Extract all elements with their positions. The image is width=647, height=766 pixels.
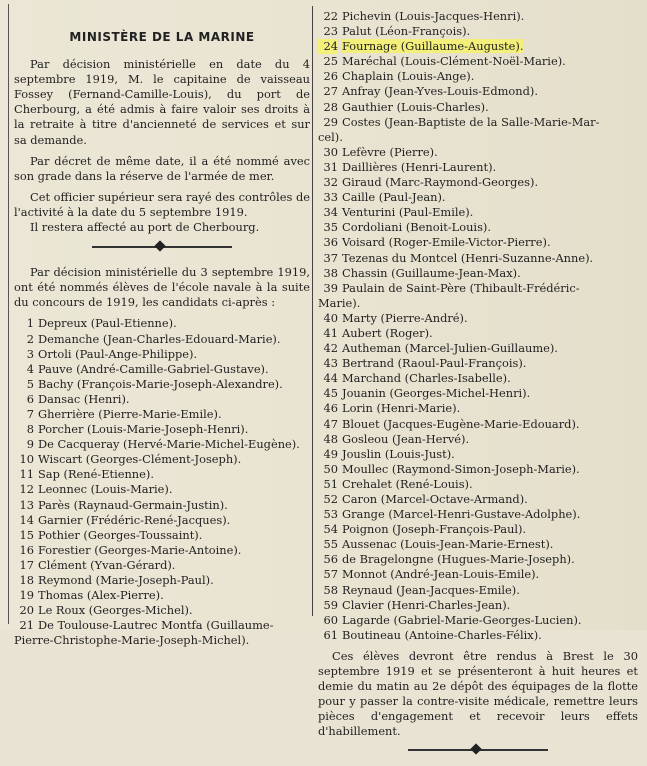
list-item	[318, 281, 638, 296]
paragraph-appointments: Par décision ministérielle du 3 septembre 1919, ont été nommés élèves de l'école navale à la suite du concours de 1919, les candidats ci-après :	[14, 265, 310, 310]
list-item	[318, 447, 638, 462]
candidate-number: 32	[323, 175, 338, 190]
candidate-number: 61	[323, 627, 338, 642]
list-item	[318, 205, 638, 220]
list-item	[318, 145, 638, 160]
candidate-name: de Bragelongne (Hugues-Marie-Joseph).	[342, 552, 575, 567]
list-item	[318, 356, 638, 371]
candidate-number: 8	[26, 422, 34, 437]
candidate-name: Lorin (Henri-Marie).	[342, 401, 461, 416]
list-item	[14, 467, 310, 482]
list-item	[318, 552, 638, 567]
closing-paragraph: Ces élèves devront être rendus à Brest le 30 septembre 1919 et se présenteront à huit heures et demie du matin au 2e dépôt des équipages de la flotte pour y passer la contre-visite médicale, remettre leurs pièces d'engagement et recevoir leurs effets d'habillement.	[318, 648, 638, 739]
list-item	[318, 175, 638, 190]
list-item	[318, 567, 638, 582]
candidate-name: Lagarde (Gabriel-Marie-Georges-Lucien).	[342, 612, 582, 627]
candidate-number: 27	[323, 84, 338, 99]
candidate-name: Gauthier (Louis-Charles).	[342, 99, 489, 114]
list-item	[318, 477, 638, 492]
list-item	[14, 347, 310, 362]
candidate-number: 40	[323, 310, 338, 325]
list-item	[14, 422, 310, 437]
candidate-name: Blouet (Jacques-Eugène-Marie-Edouard).	[342, 416, 580, 431]
candidate-name: Boutineau (Antoine-Charles-Félix).	[342, 627, 542, 642]
candidate-number: 23	[323, 24, 338, 39]
candidate-name: Forestier (Georges-Marie-Antoine).	[38, 542, 242, 557]
candidate-number: 25	[323, 54, 338, 69]
list-item	[318, 39, 638, 54]
candidate-name: Depreux (Paul-Etienne).	[38, 316, 177, 331]
candidate-name: Thomas (Alex-Pierre).	[38, 588, 164, 603]
list-item	[14, 362, 310, 377]
candidate-name: Caron (Marcel-Octave-Armand).	[342, 492, 528, 506]
candidate-list-left	[14, 316, 310, 648]
list-item	[318, 492, 638, 507]
candidate-number: 53	[323, 507, 338, 522]
list-item	[318, 613, 638, 628]
candidate-number: 22	[323, 9, 338, 23]
list-item	[318, 160, 638, 175]
list-item	[318, 401, 638, 416]
column-divider	[312, 6, 313, 616]
candidate-name: Maréchal (Louis-Clément-Noël-Marie).	[342, 54, 566, 69]
candidate-name: Marty (Pierre-André).	[342, 310, 468, 325]
list-item	[318, 386, 638, 401]
separator-ornament	[92, 241, 232, 253]
candidate-number: 36	[323, 235, 338, 250]
candidate-number: 10	[19, 452, 34, 467]
candidate-number: 34	[323, 205, 338, 220]
list-item	[318, 266, 638, 281]
list-item	[318, 371, 638, 386]
candidate-number: 24	[318, 39, 338, 54]
candidate-name: Autheman (Marcel-Julien-Guillaume).	[342, 341, 558, 356]
candidate-name: Le Roux (Georges-Michel).	[38, 603, 193, 618]
candidate-number: 60	[323, 612, 338, 627]
left-column	[14, 18, 310, 648]
candidate-name: Sap (René-Etienne).	[38, 467, 154, 482]
candidate-name: Palut (Léon-François).	[342, 24, 471, 39]
candidate-number: 33	[323, 190, 338, 205]
candidate-name: Wiscart (Georges-Clément-Joseph).	[38, 452, 242, 467]
candidate-number: 12	[19, 482, 34, 497]
list-item	[14, 513, 310, 528]
candidate-name: Gosleou (Jean-Hervé).	[342, 431, 470, 446]
list-item	[14, 437, 310, 452]
candidate-number: 47	[323, 416, 338, 431]
candidate-name: Jouslin (Louis-Just).	[342, 446, 455, 461]
candidate-number: 11	[19, 467, 34, 482]
candidate-name: Crehalet (René-Louis).	[342, 476, 473, 491]
candidate-number: 15	[19, 527, 34, 542]
list-item	[318, 220, 638, 235]
candidate-name: Cordoliani (Benoit-Louis).	[342, 220, 491, 235]
list-item	[318, 417, 638, 432]
list-item	[318, 100, 638, 115]
candidate-number: 29	[323, 114, 338, 129]
candidate-name: Porcher (Louis-Marie-Joseph-Henri).	[38, 422, 249, 437]
candidate-name: Aubert (Roger).	[342, 325, 433, 340]
candidate-name: Lefèvre (Pierre).	[342, 144, 438, 159]
candidate-number: 42	[323, 341, 338, 356]
candidate-name: Reynaud (Jean-Jacques-Emile).	[342, 582, 520, 597]
section-title: MINISTÈRE DE LA MARINE	[69, 30, 255, 44]
list-item	[318, 598, 638, 613]
list-item	[318, 9, 638, 24]
paragraph-retirement: Par décision ministérielle en date du 4 septembre 1919, M. le capitaine de vaisseau Fossey (Fernand-Camille-Louis), du port de Cherbourg, a été admis à faire valoir ses droits à la retraite à titre d'ancienneté de services et sur sa demande.	[14, 57, 310, 147]
list-item	[14, 316, 310, 331]
candidate-name: Chassin (Guillaume-Jean-Max).	[342, 265, 521, 280]
candidate-name: Daillières (Henri-Laurent).	[342, 159, 497, 174]
candidate-name: Giraud (Marc-Raymond-Georges).	[342, 175, 539, 190]
candidate-number: 6	[26, 391, 34, 406]
list-item	[318, 84, 638, 99]
list-item	[318, 115, 638, 130]
candidate-number: 31	[323, 159, 338, 174]
candidate-name: Reymond (Marie-Joseph-Paul).	[38, 573, 214, 587]
candidate-number: 45	[323, 386, 338, 401]
candidate-name: Dansac (Henri).	[38, 391, 130, 406]
candidate-number: 54	[323, 522, 338, 537]
list-item	[318, 432, 638, 447]
candidate-number: 9	[26, 437, 34, 452]
candidate-name: Bachy (François-Marie-Joseph-Alexandre).	[38, 376, 283, 391]
candidate-name: Jouanin (Georges-Michel-Henri).	[342, 386, 531, 401]
candidate-name: Moullec (Raymond-Simon-Joseph-Marie).	[342, 461, 580, 476]
list-item	[14, 498, 310, 513]
candidate-number: 39	[323, 280, 338, 295]
candidate-name: De Cacqueray (Hervé-Marie-Michel-Eugène).	[38, 437, 300, 452]
list-item	[318, 235, 638, 250]
candidate-number: 52	[323, 492, 338, 506]
list-item	[14, 618, 310, 633]
candidate-number: 19	[19, 588, 34, 603]
left-column-rule	[8, 4, 9, 624]
candidate-number: 20	[19, 603, 34, 618]
candidate-name: Anfray (Jean-Yves-Louis-Edmond).	[342, 84, 538, 99]
list-item	[318, 628, 638, 643]
candidate-number: 4	[26, 361, 34, 376]
candidate-name: Pauve (André-Camille-Gabriel-Gustave).	[38, 361, 269, 376]
list-item	[14, 603, 310, 618]
list-item	[14, 392, 310, 407]
list-item	[318, 54, 638, 69]
list-item	[318, 537, 638, 552]
candidate-list-right	[318, 9, 638, 643]
candidate-name: Venturini (Paul-Emile).	[342, 205, 474, 220]
end-ornament	[408, 744, 548, 756]
candidate-number: 28	[323, 99, 338, 114]
candidate-number: 56	[323, 552, 338, 567]
list-item	[14, 452, 310, 467]
candidate-number: 41	[323, 325, 338, 340]
candidate-number: 13	[19, 497, 34, 512]
candidate-name: Marchand (Charles-Isabelle).	[342, 371, 511, 386]
paragraph-decree: Par décret de même date, il a été nommé avec son grade dans la réserve de l'armée de mer.	[14, 153, 310, 183]
list-item	[14, 558, 310, 573]
candidate-number: 46	[323, 401, 338, 416]
candidate-number: 49	[323, 446, 338, 461]
candidate-number: 26	[323, 69, 338, 84]
list-item	[318, 190, 638, 205]
candidate-number: 50	[323, 461, 338, 476]
candidate-name: Aussenac (Louis-Jean-Marie-Ernest).	[342, 537, 554, 552]
candidate-name: Poignon (Joseph-François-Paul).	[342, 522, 527, 537]
list-item	[14, 573, 310, 588]
list-item	[14, 482, 310, 497]
list-item	[318, 251, 638, 266]
candidate-name: Ortoli (Paul-Ange-Philippe).	[38, 346, 198, 361]
list-item	[318, 24, 638, 39]
candidate-name: Gherrière (Pierre-Marie-Emile).	[38, 406, 222, 421]
candidate-number: 59	[323, 597, 338, 612]
candidate-number: 16	[19, 542, 34, 557]
list-item-continuation: Pierre-Christophe-Marie-Joseph-Michel).	[14, 633, 250, 648]
candidate-name: Tezenas du Montcel (Henri-Suzanne-Anne).	[342, 250, 594, 265]
list-item	[14, 407, 310, 422]
list-item	[318, 341, 638, 356]
list-item	[14, 588, 310, 603]
candidate-number: 7	[26, 406, 34, 421]
candidate-number: 18	[19, 573, 34, 587]
list-item	[318, 462, 638, 477]
candidate-number: 2	[26, 331, 34, 346]
candidate-number: 5	[26, 376, 34, 391]
candidate-name: Grange (Marcel-Henri-Gustave-Adolphe).	[342, 507, 581, 522]
list-item	[14, 528, 310, 543]
candidate-name: De Toulouse-Lautrec Montfa (Guillaume-	[38, 618, 274, 633]
candidate-name: Pichevin (Louis-Jacques-Henri).	[342, 9, 525, 23]
list-item-continuation: cel).	[318, 129, 343, 144]
candidate-number: 17	[19, 557, 34, 572]
candidate-number: 44	[323, 371, 338, 386]
candidate-name: Fournage (Guillaume-Auguste).	[342, 39, 524, 54]
list-item	[14, 332, 310, 347]
candidate-number: 1	[26, 316, 34, 331]
candidate-number: 30	[323, 144, 338, 159]
paragraph-removal: Cet officier supérieur sera rayé des contrôles de l'activité à la date du 5 septembre 1919.	[14, 189, 310, 219]
list-item	[14, 377, 310, 392]
candidate-number: 3	[26, 346, 34, 361]
list-item	[318, 583, 638, 598]
list-item	[14, 543, 310, 558]
candidate-name: Clavier (Henri-Charles-Jean).	[342, 597, 511, 612]
candidate-number: 43	[323, 356, 338, 371]
candidate-number: 37	[323, 250, 338, 265]
list-item	[318, 311, 638, 326]
candidate-number: 48	[323, 431, 338, 446]
right-column	[318, 9, 638, 766]
list-item	[318, 326, 638, 341]
candidate-number: 57	[323, 567, 338, 582]
list-item	[318, 522, 638, 537]
candidate-name: Demanche (Jean-Charles-Edouard-Marie).	[38, 331, 281, 346]
list-item-continuation: Marie).	[318, 295, 361, 310]
candidate-name: Leonnec (Louis-Marie).	[38, 482, 173, 497]
candidate-name: Paulain de Saint-Père (Thibault-Frédéric-	[342, 280, 580, 295]
candidate-number: 58	[323, 582, 338, 597]
candidate-name: Caille (Paul-Jean).	[342, 190, 446, 205]
candidate-number: 21	[19, 618, 34, 633]
candidate-number: 38	[323, 265, 338, 280]
candidate-name: Garnier (Frédéric-René-Jacques).	[38, 512, 231, 527]
candidate-name: Chaplain (Louis-Ange).	[342, 69, 475, 84]
candidate-name: Clément (Yvan-Gérard).	[38, 557, 176, 572]
paragraph-assignment: Il restera affecté au port de Cherbourg.	[30, 220, 260, 235]
candidate-name: Costes (Jean-Baptiste de la Salle-Marie-Mar-	[342, 114, 600, 129]
candidate-name: Parès (Raynaud-Germain-Justin).	[38, 497, 228, 512]
candidate-name: Pothier (Georges-Toussaint).	[38, 527, 203, 542]
candidate-name: Bertrand (Raoul-Paul-François).	[342, 356, 527, 371]
candidate-number: 51	[323, 476, 338, 491]
candidate-number: 35	[323, 220, 338, 235]
list-item	[318, 69, 638, 84]
candidate-name: Monnot (André-Jean-Louis-Emile).	[342, 567, 540, 582]
list-item	[318, 507, 638, 522]
candidate-name: Voisard (Roger-Emile-Victor-Pierre).	[342, 235, 551, 250]
candidate-number: 14	[19, 512, 34, 527]
candidate-number: 55	[323, 537, 338, 552]
